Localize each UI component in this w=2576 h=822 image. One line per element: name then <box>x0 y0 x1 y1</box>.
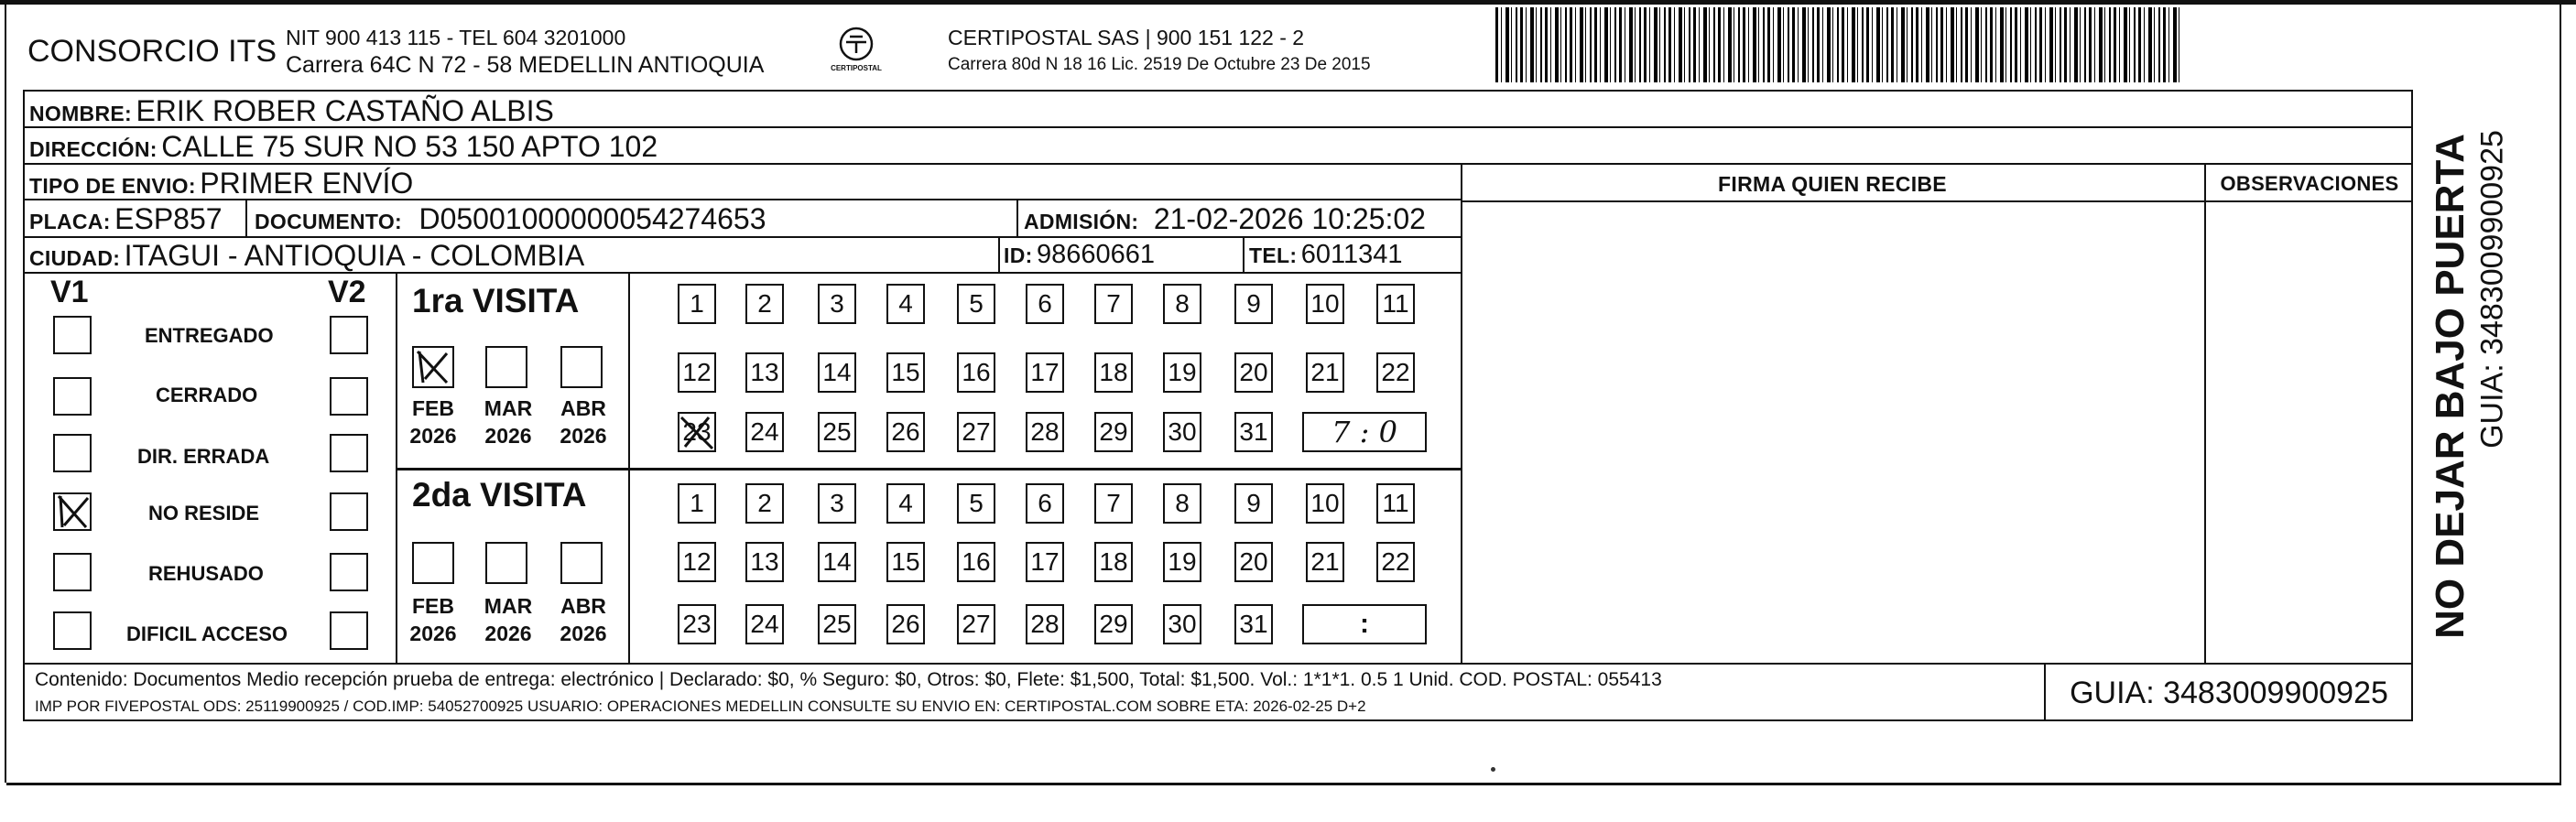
side-warning: NO DEJAR BAJO PUERTA <box>2428 134 2473 639</box>
v2-checkbox-dir-errada[interactable] <box>330 434 368 472</box>
top-edge-line <box>0 0 2576 5</box>
first-day-17[interactable]: 17 <box>1026 352 1064 393</box>
second-day-21[interactable]: 21 <box>1306 542 1344 582</box>
first-visit-year-abr: 2026 <box>560 424 607 448</box>
nombre-value: ERIK ROBER CASTAÑO ALBIS <box>136 94 554 127</box>
v2-checkbox-entregado[interactable] <box>330 316 368 354</box>
first-visit-time-box[interactable] <box>1302 412 1427 452</box>
first-day-23[interactable] <box>678 412 716 452</box>
first-day-31[interactable]: 31 <box>1234 412 1273 452</box>
first-day-25[interactable]: 25 <box>818 412 856 452</box>
first-visit-month-feb: FEB <box>412 396 454 420</box>
direccion-label: DIRECCIÓN: <box>29 137 158 161</box>
firma-label: FIRMA QUIEN RECIBE <box>1718 172 1947 196</box>
first-day-22[interactable]: 22 <box>1376 352 1415 393</box>
row-line-4 <box>23 236 1461 238</box>
side-guia: GUIA: 3483009900925 <box>2474 130 2510 449</box>
first-visit-time: 7 : 0 <box>1331 415 1397 449</box>
second-day-7[interactable]: 7 <box>1094 483 1133 524</box>
row-line-footer <box>23 663 2413 665</box>
second-visit-year-abr: 2026 <box>560 622 607 645</box>
tel-value: 6011341 <box>1300 240 1403 269</box>
v1-checkbox-dir-errada[interactable] <box>53 434 92 472</box>
second-day-16[interactable]: 16 <box>957 542 995 582</box>
second-day-26[interactable]: 26 <box>886 604 925 644</box>
second-day-25[interactable]: 25 <box>818 604 856 644</box>
second-visit-time: : <box>1360 609 1369 639</box>
left-edge-line <box>5 0 6 783</box>
stray-dot <box>1491 767 1495 772</box>
reason-dificil-acceso: DIFICIL ACCESO <box>126 622 288 645</box>
v1-checkbox-cerrado[interactable] <box>53 377 92 416</box>
reason-entregado: ENTREGADO <box>145 324 274 347</box>
second-day-18[interactable]: 18 <box>1094 542 1133 582</box>
company-line-1: NIT 900 413 115 - TEL 604 3201000 <box>286 26 626 49</box>
second-day-10[interactable]: 10 <box>1306 483 1344 524</box>
placa-label: PLACA: <box>29 210 111 233</box>
second-day-1[interactable]: 1 <box>678 483 716 524</box>
second-day-24[interactable]: 24 <box>745 604 784 644</box>
first-day-16[interactable]: 16 <box>957 352 995 393</box>
carrier-line-1: CERTIPOSTAL SAS | 900 151 122 - 2 <box>948 26 1305 49</box>
second-day-13[interactable]: 13 <box>745 542 784 582</box>
second-day-2[interactable]: 2 <box>745 483 784 524</box>
second-visit-year-mar: 2026 <box>484 622 532 645</box>
first-day-3[interactable]: 3 <box>818 284 856 324</box>
v1-checkbox-rehusado[interactable] <box>53 553 92 591</box>
footer-guia: GUIA: 3483009900925 <box>2070 676 2388 710</box>
first-visit-year-mar: 2026 <box>484 424 532 448</box>
first-day-8[interactable]: 8 <box>1163 284 1201 324</box>
footer-content-line: Contenido: Documentos Medio recepción prueba de entrega: electrónico | Declarado: $0, % Seguro: $0, Otros: $0, Flete: $1,500, Total: $1,500. Vol.: 1*1*1. 0.5 1 Unid. COD. POSTAL: 055413 <box>35 669 1662 690</box>
first-visit-month-abr: ABR <box>560 396 606 420</box>
first-day-29[interactable]: 29 <box>1094 412 1133 452</box>
v2-checkbox-cerrado[interactable] <box>330 377 368 416</box>
tipo-envio-value: PRIMER ENVÍO <box>200 167 414 200</box>
first-day-2[interactable]: 2 <box>745 284 784 324</box>
second-day-15[interactable]: 15 <box>886 542 925 582</box>
second-visit-time-box[interactable] <box>1302 604 1427 644</box>
direccion-value: CALLE 75 SUR NO 53 150 APTO 102 <box>161 130 658 163</box>
first-day-12[interactable]: 12 <box>678 352 716 393</box>
first-day-30[interactable]: 30 <box>1163 412 1201 452</box>
certipostal-logo <box>824 24 888 81</box>
first-day-26[interactable]: 26 <box>886 412 925 452</box>
v2-checkbox-no-reside[interactable] <box>330 492 368 531</box>
first-day-1[interactable]: 1 <box>678 284 716 324</box>
second-day-5[interactable]: 5 <box>957 483 995 524</box>
first-day-27[interactable]: 27 <box>957 412 995 452</box>
admision-divider <box>1016 200 1018 236</box>
reason-rehusado: REHUSADO <box>148 562 264 585</box>
second-visit-month-abr-box[interactable] <box>560 542 603 584</box>
first-day-6[interactable]: 6 <box>1026 284 1064 324</box>
id-value: 98660661 <box>1037 240 1156 269</box>
second-visit-month-feb: FEB <box>412 594 454 618</box>
bottom-edge-line <box>6 783 2561 785</box>
second-day-9[interactable]: 9 <box>1234 483 1273 524</box>
placa-divider <box>245 200 247 236</box>
first-day-28[interactable]: 28 <box>1026 412 1064 452</box>
second-day-6[interactable]: 6 <box>1026 483 1064 524</box>
handwritten-x-mark <box>678 412 716 452</box>
first-visit-label: 1ra VISITA <box>412 282 580 319</box>
tel-label: TEL: <box>1249 243 1298 267</box>
admision-label: ADMISIÓN: <box>1024 210 1139 233</box>
second-day-29[interactable]: 29 <box>1094 604 1133 644</box>
first-day-23-label: 23 <box>682 417 712 446</box>
second-day-20[interactable]: 20 <box>1234 542 1273 582</box>
id-divider <box>998 236 1000 273</box>
second-day-27[interactable]: 27 <box>957 604 995 644</box>
second-visit-month-mar-box[interactable] <box>485 542 527 584</box>
v1-label: V1 <box>50 275 89 309</box>
reason-no-reside: NO RESIDE <box>148 502 260 525</box>
first-day-21[interactable]: 21 <box>1306 352 1344 393</box>
second-day-4[interactable]: 4 <box>886 483 925 524</box>
first-day-10[interactable]: 10 <box>1306 284 1344 324</box>
v2-checkbox-dificil-acceso[interactable] <box>330 611 368 650</box>
placa-value: ESP857 <box>114 202 223 235</box>
first-visit-month-abr-box[interactable] <box>560 346 603 388</box>
second-day-8[interactable]: 8 <box>1163 483 1201 524</box>
v1-checkbox-entregado[interactable] <box>53 316 92 354</box>
second-visit-month-abr: ABR <box>560 594 606 618</box>
second-day-22[interactable]: 22 <box>1376 542 1415 582</box>
reason-cerrado: CERRADO <box>156 384 258 406</box>
ciudad-value: ITAGUI - ANTIOQUIA - COLOMBIA <box>124 239 585 272</box>
v2-label: V2 <box>328 275 366 309</box>
visit-split-line <box>396 468 1461 470</box>
v1-checkbox-no-reside[interactable] <box>53 492 92 531</box>
admision-value: 21-02-2026 10:25:02 <box>1153 202 1426 235</box>
handwritten-x-mark <box>412 346 454 388</box>
reason-dir-errada: DIR. ERRADA <box>137 445 270 468</box>
second-visit-month-feb-box[interactable] <box>412 542 454 584</box>
id-label: ID: <box>1004 243 1033 267</box>
first-day-15[interactable]: 15 <box>886 352 925 393</box>
nombre-label: NOMBRE: <box>29 102 132 125</box>
handwritten-x-mark <box>53 492 92 531</box>
first-day-19[interactable]: 19 <box>1163 352 1201 393</box>
second-day-11[interactable]: 11 <box>1376 483 1415 524</box>
documento-label: DOCUMENTO: <box>255 210 403 233</box>
v1-checkbox-dificil-acceso[interactable] <box>53 611 92 650</box>
second-day-31[interactable]: 31 <box>1234 604 1273 644</box>
right-edge-line <box>2560 0 2561 785</box>
company-line-2: Carrera 64C N 72 - 58 MEDELLIN ANTIOQUIA <box>286 52 765 78</box>
company-name: CONSORCIO ITS <box>27 34 277 69</box>
first-day-14[interactable]: 14 <box>818 352 856 393</box>
first-day-13[interactable]: 13 <box>745 352 784 393</box>
second-day-12[interactable]: 12 <box>678 542 716 582</box>
first-day-7[interactable]: 7 <box>1094 284 1133 324</box>
first-day-18[interactable]: 18 <box>1094 352 1133 393</box>
first-day-4[interactable]: 4 <box>886 284 925 324</box>
footer-print-line: IMP POR FIVEPOSTAL ODS: 25119900925 / COD.IMP: 54052700925 USUARIO: OPERACIONES MEDELLIN CONSULTE SU ENVIO EN: CERTIPOSTAL.COM SOBRE ETA: 2026-02-25 D+2 <box>35 698 1366 715</box>
second-visit-month-mar: MAR <box>484 594 533 618</box>
second-day-14[interactable]: 14 <box>818 542 856 582</box>
second-day-23[interactable]: 23 <box>678 604 716 644</box>
tel-divider <box>1243 236 1245 273</box>
first-day-24[interactable]: 24 <box>745 412 784 452</box>
second-visit-label: 2da VISITA <box>412 476 587 514</box>
first-day-11[interactable]: 11 <box>1376 284 1415 324</box>
barcode <box>1495 7 2182 82</box>
second-day-28[interactable]: 28 <box>1026 604 1064 644</box>
observaciones-divider <box>2204 163 2206 663</box>
tipo-envio-label: TIPO DE ENVIO: <box>29 174 196 198</box>
first-visit-month-feb-box[interactable] <box>412 346 454 388</box>
second-visit-year-feb: 2026 <box>409 622 457 645</box>
documento-value: D05001000000054274653 <box>418 202 766 235</box>
first-visit-month-mar-box[interactable] <box>485 346 527 388</box>
second-day-17[interactable]: 17 <box>1026 542 1064 582</box>
first-day-20[interactable]: 20 <box>1234 352 1273 393</box>
v2-checkbox-rehusado[interactable] <box>330 553 368 591</box>
observaciones-label: OBSERVACIONES <box>2220 172 2399 195</box>
first-visit-month-mar: MAR <box>484 396 533 420</box>
ciudad-label: CIUDAD: <box>29 246 121 270</box>
second-day-30[interactable]: 30 <box>1163 604 1201 644</box>
first-visit-year-feb: 2026 <box>409 424 457 448</box>
first-day-5[interactable]: 5 <box>957 284 995 324</box>
first-day-9[interactable]: 9 <box>1234 284 1273 324</box>
second-day-3[interactable]: 3 <box>818 483 856 524</box>
firma-left-divider <box>1461 163 1462 663</box>
carrier-line-2: Carrera 80d N 18 16 Lic. 2519 De Octubre 23 De 2015 <box>948 55 1371 74</box>
logo-text: CERTIPOSTAL <box>831 64 882 72</box>
second-day-19[interactable]: 19 <box>1163 542 1201 582</box>
firma-header-line <box>1461 200 2413 202</box>
